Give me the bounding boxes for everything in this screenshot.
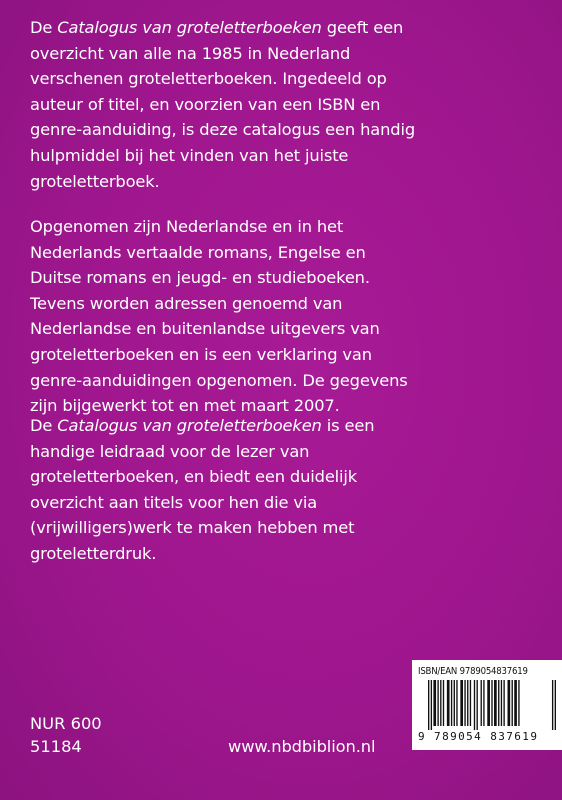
barcode-bar: [555, 680, 556, 730]
text-line: overzicht van alle na 1985 in Nederland: [30, 43, 351, 63]
nur-code: NUR 600: [30, 714, 102, 733]
text-line: De Catalogus van groteletterboeken is een: [30, 416, 375, 435]
barcode-bar: [456, 680, 457, 726]
barcode-bar: [483, 680, 484, 726]
barcode-digits: 9 789054 837619: [418, 730, 539, 743]
website-url: www.nbdbiblion.nl: [228, 737, 376, 756]
text-line: groteletterboeken, en biedt een duidelijk: [30, 467, 358, 487]
text-line: overzicht aan titels voor hen die via: [30, 492, 318, 512]
barcode-bar: [498, 680, 499, 726]
barcode-bar: [454, 680, 455, 726]
barcode-bar: [470, 680, 471, 726]
barcode-bar: [477, 680, 478, 730]
barcode-bar: [460, 680, 463, 726]
barcode-bar: [440, 680, 441, 726]
barcode-bar: [481, 680, 482, 726]
barcode-bar: [507, 680, 510, 726]
barcode-bar: [514, 680, 517, 726]
description-paragraph-2: [30, 214, 540, 419]
text-line: (vrijwilligers)werk te maken hebben met: [30, 518, 355, 538]
barcode-bar: [518, 680, 519, 726]
text-line: verschenen groteletterboeken. Ingedeeld op: [30, 69, 387, 89]
barcode-bar: [428, 680, 429, 730]
text-line: Nederlandse en buitenlandse uitgevers van: [30, 319, 380, 339]
text-line: Opgenomen zijn Nederlandse en in het: [30, 217, 344, 236]
text-line: genre-aanduidingen opgenomen. De gegevens: [30, 370, 408, 390]
barcode-bar: [552, 680, 553, 730]
text-line: genre-aanduiding, is deze catalogus een handig: [30, 120, 416, 140]
barcode-bar: [447, 680, 450, 726]
text-line: Tevens worden adressen genoemd van: [30, 293, 343, 313]
description-paragraph-1: [30, 15, 540, 194]
barcode-bar: [467, 680, 468, 726]
text-line: Nederlands vertaalde romans, Engelse en: [30, 242, 366, 262]
barcode-bar: [431, 680, 432, 730]
barcode-bar: [433, 680, 436, 726]
text-line: auteur of titel, en voorzien van een ISBN en: [30, 94, 381, 114]
barcode-bar: [451, 680, 452, 726]
barcode-bar: [487, 680, 490, 726]
catalog-title: Catalogus van groteletterboeken: [57, 18, 322, 37]
barcode-bars: [428, 680, 556, 730]
isbn-ean-text: ISBN/EAN 9789054837619: [418, 666, 528, 677]
text-line: De Catalogus van groteletterboeken geeft een: [30, 18, 404, 37]
text-line: zijn bijgewerkt tot en met maart 2007.: [30, 396, 340, 416]
catalog-title: Catalogus van groteletterboeken: [57, 416, 322, 435]
text-line: hulpmiddel bij het vinden van het juiste: [30, 145, 349, 165]
barcode-bar: [501, 680, 502, 726]
barcode-bar: [512, 680, 513, 726]
barcode-bar: [494, 680, 497, 726]
barcode-bar: [474, 680, 475, 730]
barcode-bar: [491, 680, 492, 726]
barcode-bar: [437, 680, 438, 726]
text-line: groteletterdruk.: [30, 543, 157, 563]
text-line: Duitse romans en jeugd- en studieboeken.: [30, 268, 370, 288]
barcode-bar: [503, 680, 504, 726]
description-paragraph-3: [30, 413, 540, 567]
barcode-label: [412, 660, 562, 750]
catalog-number: 51184: [30, 737, 82, 756]
text-line: handige leidraad voor de lezer van: [30, 441, 310, 461]
text-line: groteletterboek.: [30, 171, 160, 191]
text-line: groteletterboeken en is een verklaring van: [30, 344, 372, 364]
barcode-bar: [443, 680, 444, 726]
barcode-bar: [464, 680, 465, 726]
